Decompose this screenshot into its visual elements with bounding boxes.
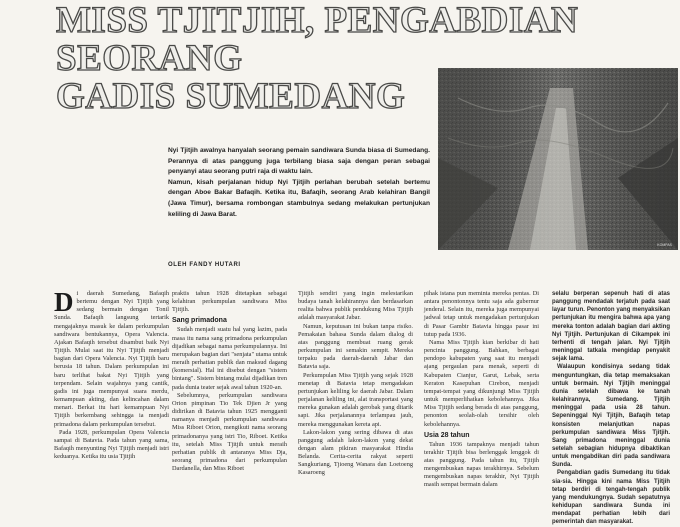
body-paragraph: Perkumpulan Miss Tjitjih yang sejak 1928 menetap di Batavia tetap mengadakan pertunjukan keliling ke daerah Jabar. Dalam perjalanan keliling ini, alat transportasi yang mereka gunakan adalah gerobak yang ditarik sapi. Jika perjalanannya terlampau jauh, mereka menggunakan kereta api. [298,371,413,428]
article-lead [168,146,430,220]
photo-scene [438,68,678,250]
body-paragraph: Sudah menjadi suatu hal yang lazim, pada masa itu nama sang primadona perkumpulan dijadikan sebagai nama perkumpulannya. Ini merupakan bagian dari "senjata" utama untuk meraih perhatian publik dan maksud dagang (komersial). Hal ini disebut dengan "sistem bintang". Sistem bintang mulai dijadikan tren pada dunia teater sejak awal tahun 1920-an. [172,326,287,391]
body-paragraph: Pada 1928, perkumpulan Opera Valencia sampai di Batavia. Pada tahun yang sama, Bafaqih menyunting Nyi Tjitjih menjadi istri keduanya. Ketika itu usia Tjitjih [54,428,169,461]
headline-line-3: GADIS SUMEDANG [56,76,406,117]
lead-paragraph: Nyi Tjitjih awalnya hanyalah seorang pemain sandiwara Sunda biasa di Sumedang. Perannya di atas panggung juga terbilang biasa saja dengan peran sebagai penyanyi atau seorang putri raja di waktu lain. [168,147,430,176]
body-column-2 [172,290,287,474]
body-paragraph: Sebelumnya, perkumpulan sandiwara Orion pimpinan Tio Tek Djien Jr yang didirikan di Batavia tahun 1925 mengganti namanya menjadi perkumpulan sandiwara Miss Riboet Orion, mengikuti nama seorang primadonanya yang istri Tio, Riboet. Ketika itu, setelah Miss Tjitjih untuk meraih perhatian publik di antaranya Miss Dja, seorang primadona dari perkumpulan Dardanella, dan Miss Riboet [172,391,287,473]
byline: OLEH FANDY HUTARI [168,262,241,268]
body-paragraph: Walaupun kondisinya sedang tidak menguntungkan, dia tetap memaksakan untuk bermain. Nyi Tjitjih meninggal dunia setelah dibawa ke tanah kelahirannya, Sumedang. Tjitjih meninggal pada usia 28 tahun. Sepeninggal Nyi Tjitjih, Bafaqih tetap konsisten melanjutkan napas perkumpulan sandiwara Miss Tjitjih. Sang primadona meninggal dunia setelah sebagian hidupnya dibaktikan untuk mengabdikan diri pada sandiwara Sunda. [552,364,670,469]
body-paragraph: Lakon-lakon yang sering dibawa di atas panggung adalah lakon-lakon yang dekat dengan alam pikiran masyarakat Hindia Belanda. Cerita-cerita rakyat seperti Sangkuriang, Tjioeng Wanara dan Loetoeng Kasaroeng [298,428,413,477]
body-column-1 [54,287,169,474]
body-paragraph: Nama Miss Tjitjih kian berkibar di hati pencinta panggung. Bahkan, berbagai pendopo kabupaten yang saat itu menjadi ajang pergaulan para menak, seperti di Kabupaten Cianjur, Garut, Lebak, serta Keraton Kasepuhan Cirebon, menjadi tempat-tempat yang dikunjungi Miss Tjitjih untuk memperlihatkan kebolehannya. Jika Miss Tjitjih sedang berada di atas panggung, penonton seolah-olah tersihir oleh kebolehannya. [424,338,539,428]
body-paragraph: Tjitjih sendiri yang ingin melestarikan budaya tanah kelahirannya dan berdasarkan realita bahwa publik pendukung Miss Tjitjih adalah masyarakat Jabar. [298,290,413,322]
body-paragraph: praktis tahun 1928 ditetapkan sebagai kelahiran perkumpulan sandiwara Miss Tjitjih. [172,290,287,314]
body-paragraph: Pengabdian gadis Sumedang itu tidak sia-sia. Hingga kini nama Miss Tjitjih tetap berdiri di tengah-tengah publik yang mendukungnya. Sudah sepatutnya kehidupan sandiwara Sunda ini mendapat perhatian lebih dari pemerintah dan masyarakat. [552,470,670,526]
headline-line-2: SEORANG [56,38,243,79]
body-column-4 [424,290,539,489]
body-paragraph: Tahun 1936 tampaknya menjadi tahun terakhir Tjitjih bisa berlenggak lenggok di atas panggung. Pada tahun itu, Tjitjih mengembuskan napas terakhirnya. Sebelum mengembuskan napas terakhir, Nyi Tjitjih masih sempat bermain dalam [424,440,539,489]
body-paragraph: Namun, keputusan ini bukan tanpa risiko. Pemakaian bahasa Sunda dalam dialog di atas panggung membuat ruang gerak perkumpulan ini semakin sempit. Mereka terpaku pada daerah-daerah Jabar dan Batavia saja. [298,322,413,371]
body-paragraph: pihak istana pun meminta mereka pentas. Di antara penontonnya tentu saja ada gubernur jenderal. Selain itu, mereka juga mempunyai jadwal tetap untuk mengadakan pertunjukan di Pasar Gambir Batavia hingga pasar ini tutup pada 1936. [424,290,539,338]
drop-cap: D [54,287,74,317]
lead-paragraph: Namun, kisah perjalanan hidup Nyi Tjitjih perlahan berubah setelah bertemu dengan Aboe Bakar Bafaqih. Ketika itu, Bafaqih, seorang Arab kelahiran Bangil (Jawa Timur), bersama rombongan stambulnya sedang melakukan pertunjukan keliling di Jawa Barat. [168,178,430,218]
body-column-3 [298,290,413,477]
headline-line-1: MISS TJITJIH, PENGABDIAN [56,0,579,41]
article-photo [438,68,678,250]
body-paragraph: i daerah Sumedang, Bafaqih bertemu dengan Nyi Tjitjih yang sedang bermain dengan Tonil Sunda. Bafaqih langsung tertarik mengajaknya masuk ke dalam perkumpulan sandiwara bentukannya, Opera Valencia. Ajakan Bafaqih tersebut disambut baik Nyi Tjitjih. Mulai saat itu Nyi Tjitjih menjadi bagian dari Opera Valencia. Nyi Tjitjih baru berusia 18 tahun. Dalam perkumpulan ini baru terlihat bakat Nyi Tjitjih yang terpendam. Selain wajahnya yang cantik, gadis ini juga mempunyai suara merdu, kemampuan akting, dan kelincahan dalam menari. Berkat itu hari kemampuan Nyi Tjitjih berkembang sehingga ia menjadi primadona dalam perkumpulan tersebut. [54,290,169,428]
body-paragraph: selalu berperan sepenuh hati di atas panggung mendadak terjatuh pada saat layar turun. Penonton yang menyaksikan pertunjukan itu mengira bahwa apa yang mereka tonton adalah bagian dari akting Nyi Tjitjih. Pertunjukan di Cikampek ini terhenti di tengah jalan. Nyi Tjitjih meninggal tatkala mengidap penyakit sejak lama. [552,291,670,363]
photo-credit: KOMPAS [657,243,672,247]
section-heading: Sang primadona [172,317,227,325]
section-heading: Usia 28 tahun [424,431,470,439]
body-column-5 [552,290,670,526]
